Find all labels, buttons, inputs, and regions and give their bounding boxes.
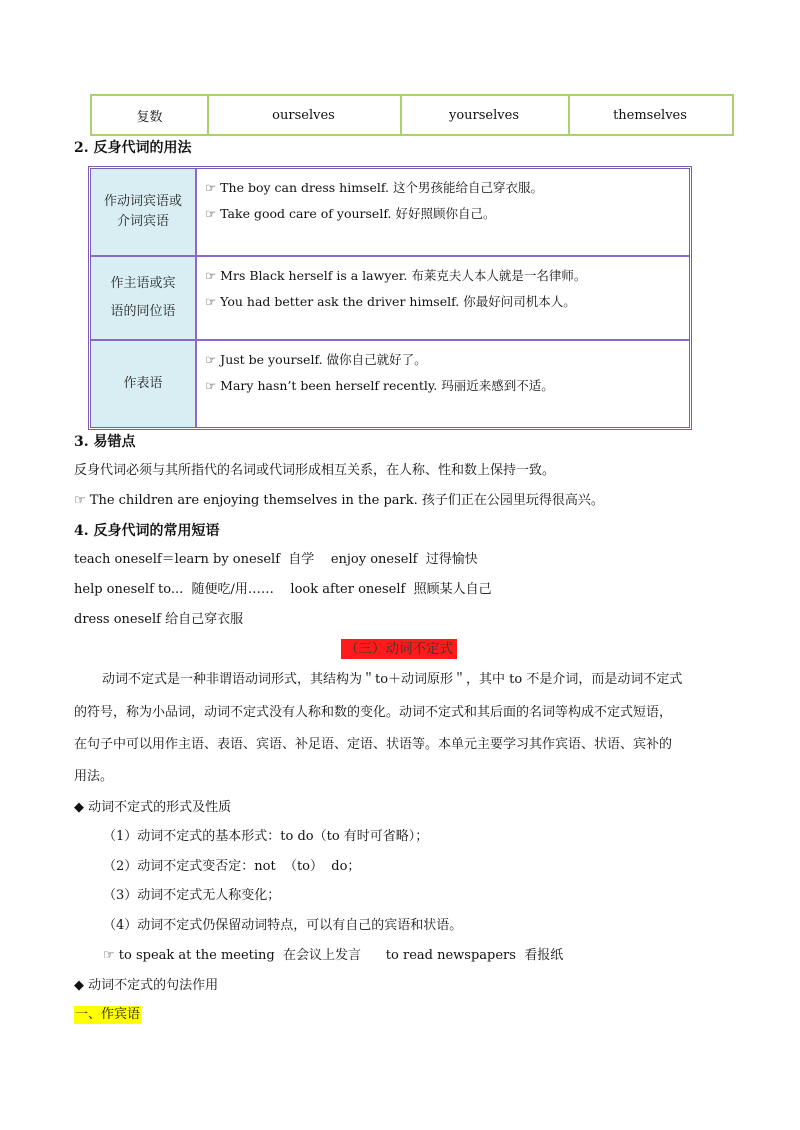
intro-line: 在句子中可以用作主语、表语、宾语、补足语、定语、状语等。本单元主要学习其作宾语、状语、宾补的 [74, 737, 673, 752]
usage-examples [205, 175, 543, 227]
themselves-text: themselves [613, 107, 687, 123]
usage-table [88, 166, 692, 430]
usage-label-predicative [91, 341, 197, 427]
phrase-line: help oneself to... 随便吃/用…… look after oneself 照顾某人自己 [74, 582, 492, 597]
usage-label-line: 作动词宾语或 [103, 194, 182, 209]
example-line: ☞ You had better ask the driver himself. 你最好问司机本人。 [205, 294, 576, 309]
section-2-heading: 2. 反身代词的用法 [74, 140, 192, 156]
form-point: （4）动词不定式仍保留动词特点，可以有自己的宾语和状语。 [103, 918, 463, 933]
phrase-line: teach oneself＝learn by oneself 自学 enjoy oneself 过得愉快 [74, 552, 478, 567]
usage-row-object [91, 169, 689, 257]
usage-examples [205, 347, 554, 399]
usage-row-appositive [91, 257, 689, 341]
example-line: ☞ Just be yourself. 做你自己就好了。 [205, 352, 427, 367]
intro-line: 的符号，称为小品词，动词不定式没有人称和数的变化。动词不定式和其后面的名词等构成不定式短语， [74, 705, 673, 720]
usage-label-object [91, 169, 197, 255]
section-3-heading: 3. 易错点 [74, 434, 136, 450]
usage-label-line: 语的同位语 [110, 304, 176, 319]
form-point: （1）动词不定式的基本形式：to do（to 有时可省略）； [103, 829, 429, 844]
ourselves-text: ourselves [272, 107, 335, 123]
section-3-example: ☞ The children are enjoying themselves in the park. 孩子们正在公园里玩得很高兴。 [74, 493, 604, 508]
plural-table [90, 94, 734, 136]
section-3-text: 反身代词必须与其所指代的名词或代词形成相互关系，在人称、性和数上保持一致。 [74, 463, 556, 478]
intro-line: 动词不定式是一种非谓语动词形式，其结构为＂to＋动词原形＂，其中 to 不是介词，而是动词不定式 [102, 672, 683, 687]
plural-label: 复数 [136, 109, 163, 125]
usage-row-predicative [91, 341, 689, 427]
usage-label-line: 作主语或宾 [110, 276, 176, 291]
subheading-object: 一、作宾语 [75, 1007, 141, 1022]
yourselves-cell [400, 96, 570, 134]
ourselves-cell [207, 96, 402, 134]
plural-label-cell [92, 96, 209, 134]
example-line: ☞ Mary hasn’t been herself recently. 玛丽近来感到不适。 [205, 378, 554, 393]
part-3-title: （三）动词不定式 [341, 639, 457, 659]
usage-label-appositive [91, 257, 197, 339]
bullet-functions: ◆ 动词不定式的句法作用 [74, 978, 219, 993]
yourselves-text: yourselves [449, 107, 519, 123]
phrase-line: dress oneself 给自己穿衣服 [74, 612, 244, 627]
usage-label-line: 介词宾语 [116, 214, 169, 229]
usage-examples [205, 263, 586, 315]
intro-line: 用法。 [74, 769, 114, 784]
usage-label-line: 作表语 [123, 376, 163, 391]
example-line: ☞ Take good care of yourself. 好好照顾你自己。 [205, 206, 496, 221]
form-point: （2）动词不定式变否定：not （to） do； [103, 859, 361, 874]
form-example: ☞ to speak at the meeting 在会议上发言 to read newspapers 看报纸 [103, 948, 564, 963]
bullet-forms: ◆ 动词不定式的形式及性质 [74, 800, 232, 815]
themselves-cell [568, 96, 732, 134]
section-4-heading: 4. 反身代词的常用短语 [74, 523, 220, 539]
form-point: （3）动词不定式无人称变化； [103, 888, 281, 903]
example-line: ☞ Mrs Black herself is a lawyer. 布莱克夫人本人就是一名律师。 [205, 268, 587, 283]
example-line: ☞ The boy can dress himself. 这个男孩能给自己穿衣服。 [205, 180, 543, 195]
